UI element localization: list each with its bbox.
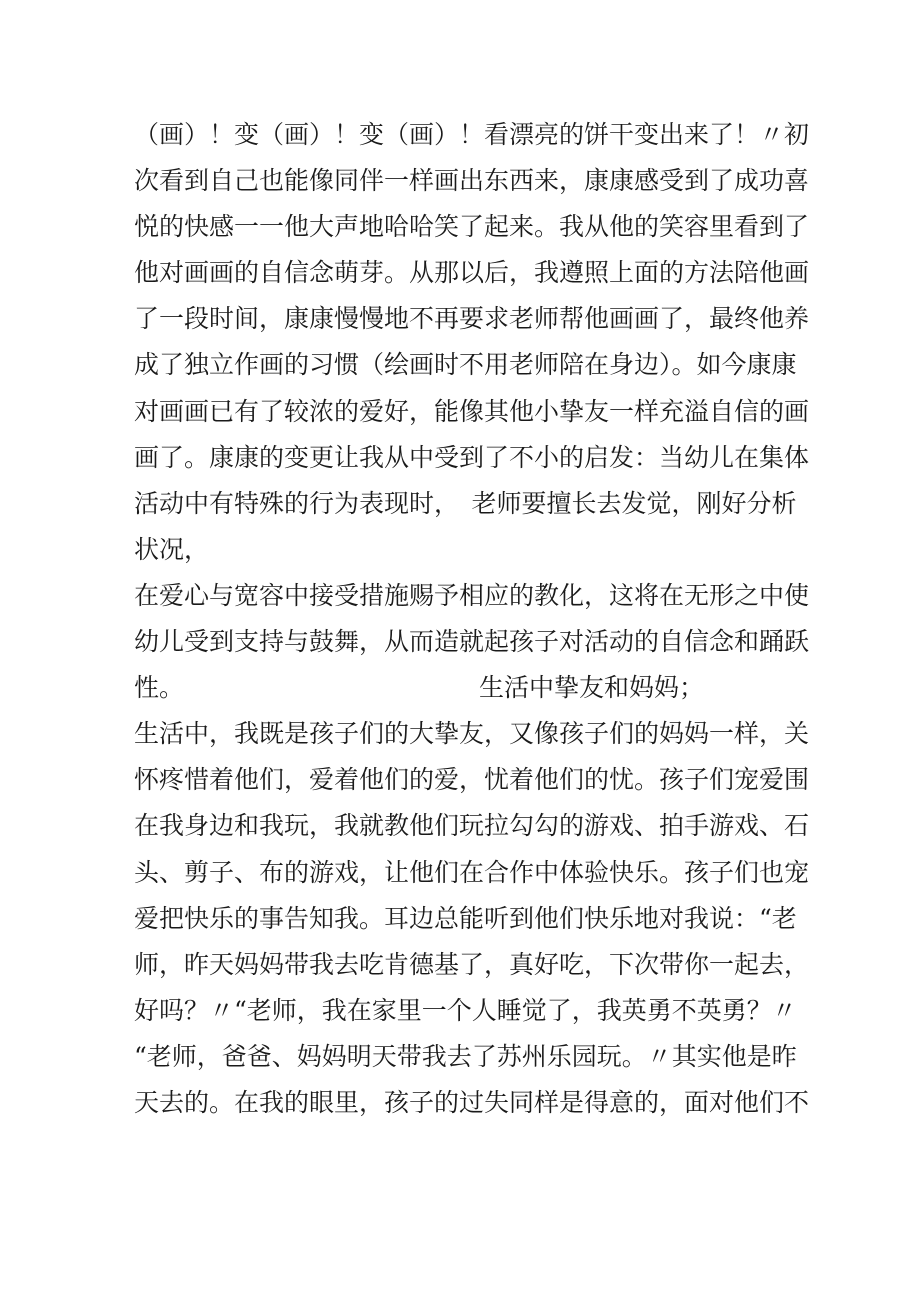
text-line: “老师，爸爸、妈妈明天带我去了苏州乐园玩。〃其实他是昨	[134, 1041, 797, 1071]
text-line: 画了。康康的变更让我从中受到了不小的启发：当幼儿在集体	[134, 442, 810, 472]
text-line: 头、剪子、布的游戏，让他们在合作中体验快乐。孩子们也宠	[134, 857, 810, 887]
text-line: 次看到自己也能像同伴一样画出东西来，康康感受到了成功喜	[134, 166, 810, 196]
text-line: 天去的。在我的眼里，孩子的过失同样是得意的，面对他们不	[134, 1087, 810, 1117]
text-line: 他对画画的自信念萌芽。从那以后，我遵照上面的方法陪他画	[134, 258, 810, 288]
text-line: 生活中，我既是孩子们的大挚友，又像孩子们的妈妈一样，关	[134, 719, 810, 749]
text-line: 怀疼惜着他们，爱着他们的爱，忧着他们的忧。孩子们宠爱围	[134, 765, 810, 795]
text-line: （画）！变（画）！变（画）！看漂亮的饼干变出来了！〃初	[134, 120, 810, 149]
text-line: 活动中有特殊的行为表现时， 老师要擅长去发觉，刚好分析	[134, 488, 797, 518]
text-line: 状况，	[134, 534, 210, 564]
text-line: 师，昨天妈妈带我去吃肯德基了，真好吃，下次带你一起去，	[134, 949, 810, 979]
text-line: 爱把快乐的事告知我。耳边总能听到他们快乐地对我说：“老	[134, 903, 797, 933]
text-line: 在我身边和我玩，我就教他们玩拉勾勾的游戏、拍手游戏、石	[134, 811, 810, 841]
text-line-start: 性。	[134, 673, 185, 703]
text-line: 好吗？〃“老师，我在家里一个人睡觉了，我英勇不英勇？〃	[134, 995, 797, 1025]
section-heading: 生活中挚友和妈妈；	[479, 673, 705, 703]
text-line: 对画画已有了较浓的爱好，能像其他小挚友一样充溢自信的画	[134, 396, 810, 426]
text-line: 幼儿受到支持与鼓舞，从而造就起孩子对活动的自信念和踊跃	[134, 627, 810, 657]
body-text	[134, 112, 814, 1126]
text-line: 在爱心与宽容中接受措施赐予相应的教化，这将在无形之中使	[134, 580, 810, 610]
text-line: 悦的快感一一他大声地哈哈笑了起来。我从他的笑容里看到了	[134, 212, 810, 242]
text-line: 成了独立作画的习惯（绘画时不用老师陪在身边）。如今康康	[134, 350, 797, 380]
heading-line	[134, 665, 814, 711]
text-line: 了一段时间，康康慢慢地不再要求老师帮他画画了，最终他养	[134, 304, 810, 334]
